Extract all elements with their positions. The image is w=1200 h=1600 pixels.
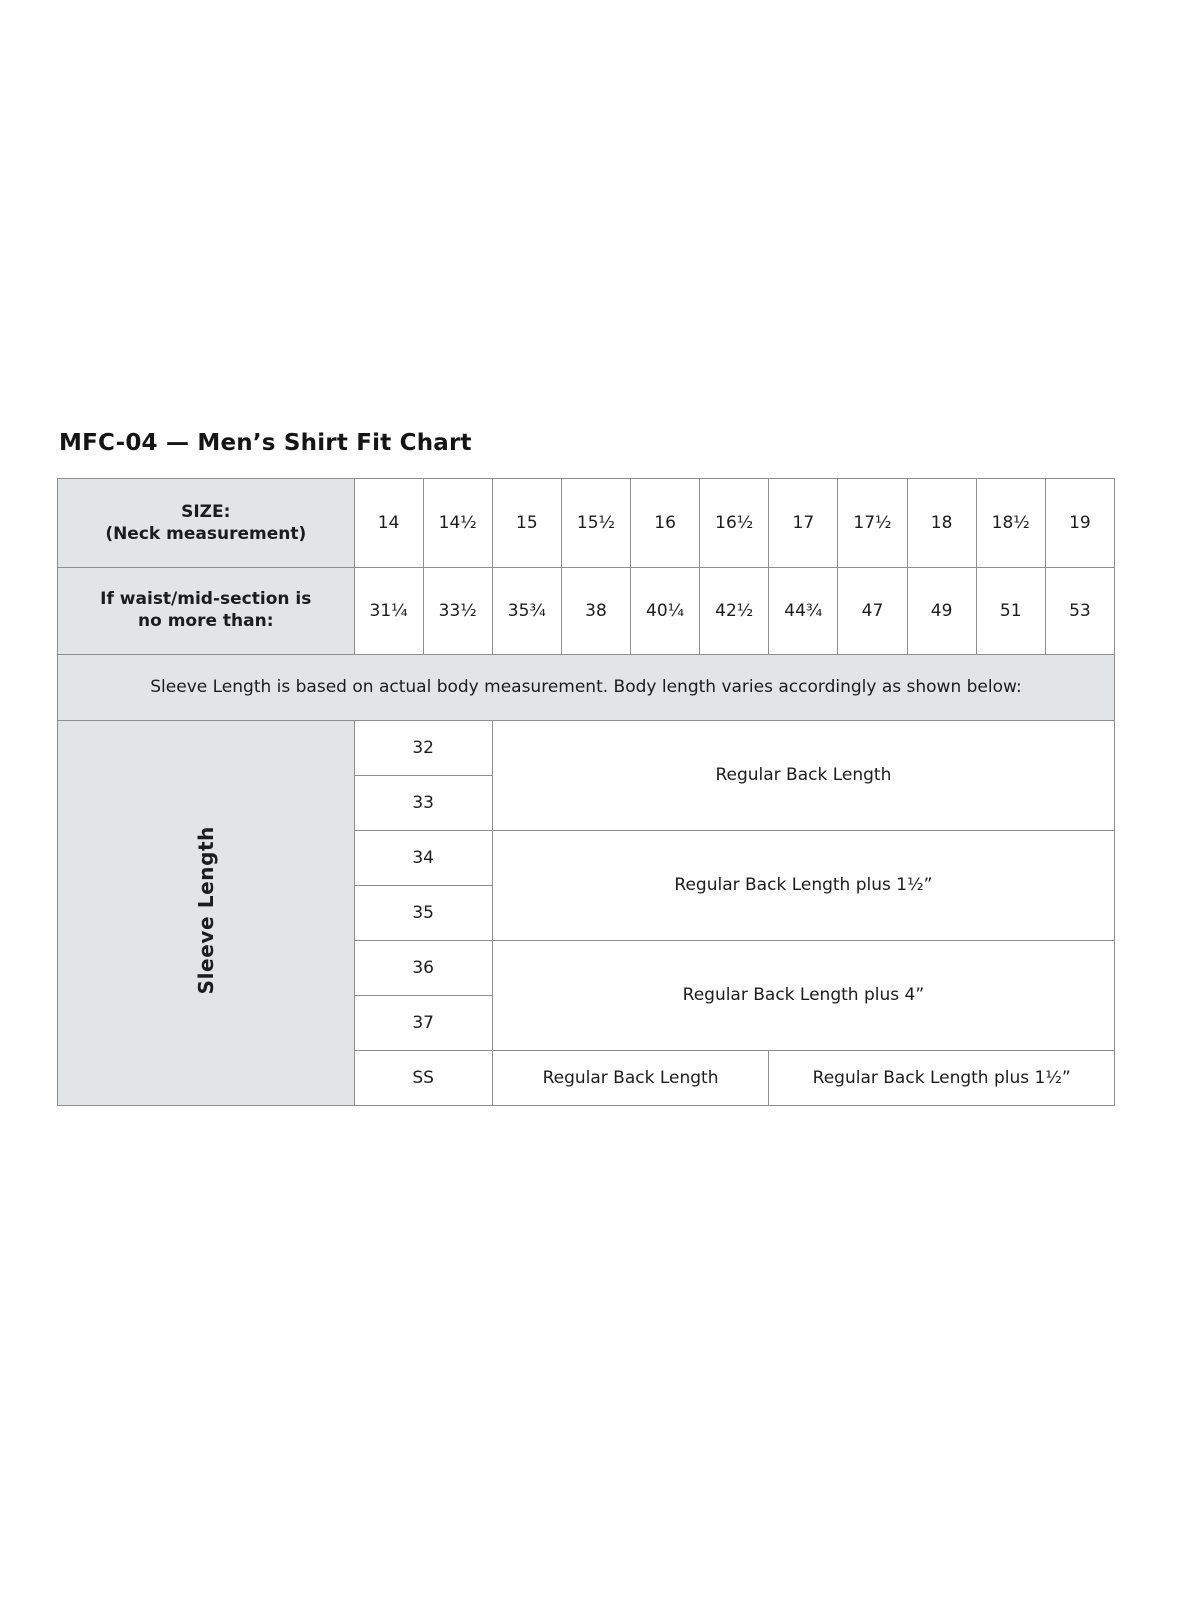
waist-cell: 51 (976, 568, 1045, 655)
size-header-line1: SIZE: (181, 501, 231, 522)
waist-cell: 33½ (423, 568, 492, 655)
size-cell: 15½ (561, 479, 630, 568)
size-cell: 16 (631, 479, 700, 568)
page-title: MFC-04 — Men’s Shirt Fit Chart (59, 430, 472, 456)
back-length-result-right: Regular Back Length plus 1½” (769, 1050, 1115, 1105)
waist-cell: 31¼ (354, 568, 423, 655)
shirt-fit-chart-table (57, 478, 1115, 1106)
size-cell: 14½ (423, 479, 492, 568)
waist-header-line2: no more than: (138, 611, 274, 631)
waist-header-line1: If waist/mid-section is (100, 589, 312, 610)
back-length-result: Regular Back Length (492, 720, 1114, 830)
sleeve-length-cell: 35 (354, 885, 492, 940)
waist-cell: 49 (907, 568, 976, 655)
sleeve-length-label-text: Sleeve Length (193, 826, 218, 995)
waist-cell: 42½ (700, 568, 769, 655)
sleeve-length-label (58, 720, 355, 1105)
size-cell: 17 (769, 479, 838, 568)
size-header-line2: (Neck measurement) (105, 524, 307, 544)
table-row-waist (58, 568, 1115, 655)
fit-chart-page (57, 430, 1115, 1106)
waist-cell: 44¾ (769, 568, 838, 655)
table-row-size (58, 479, 1115, 568)
sleeve-length-cell: 34 (354, 830, 492, 885)
waist-cell: 35¾ (492, 568, 561, 655)
back-length-result-left: Regular Back Length (492, 1050, 769, 1105)
size-cell: 18½ (976, 479, 1045, 568)
back-length-result: Regular Back Length plus 4” (492, 940, 1114, 1050)
size-cell: 19 (1045, 479, 1114, 568)
size-cell: 14 (354, 479, 423, 568)
waist-row-header (58, 568, 355, 655)
size-cell: 16½ (700, 479, 769, 568)
sleeve-length-cell: 33 (354, 775, 492, 830)
back-length-result: Regular Back Length plus 1½” (492, 830, 1114, 940)
waist-cell: 40¼ (631, 568, 700, 655)
size-cell: 17½ (838, 479, 907, 568)
sleeve-length-cell: 32 (354, 720, 492, 775)
sleeve-length-cell: 36 (354, 940, 492, 995)
sleeve-note: Sleeve Length is based on actual body measurement. Body length varies accordingly as shown below: (58, 655, 1115, 721)
waist-cell: 38 (561, 568, 630, 655)
waist-cell: 47 (838, 568, 907, 655)
size-row-header (58, 479, 355, 568)
table-row-note (58, 655, 1115, 721)
table-row-sleeve-32 (58, 720, 1115, 775)
sleeve-length-cell: 37 (354, 995, 492, 1050)
size-cell: 18 (907, 479, 976, 568)
waist-cell: 53 (1045, 568, 1114, 655)
size-cell: 15 (492, 479, 561, 568)
sleeve-length-cell: SS (354, 1050, 492, 1105)
